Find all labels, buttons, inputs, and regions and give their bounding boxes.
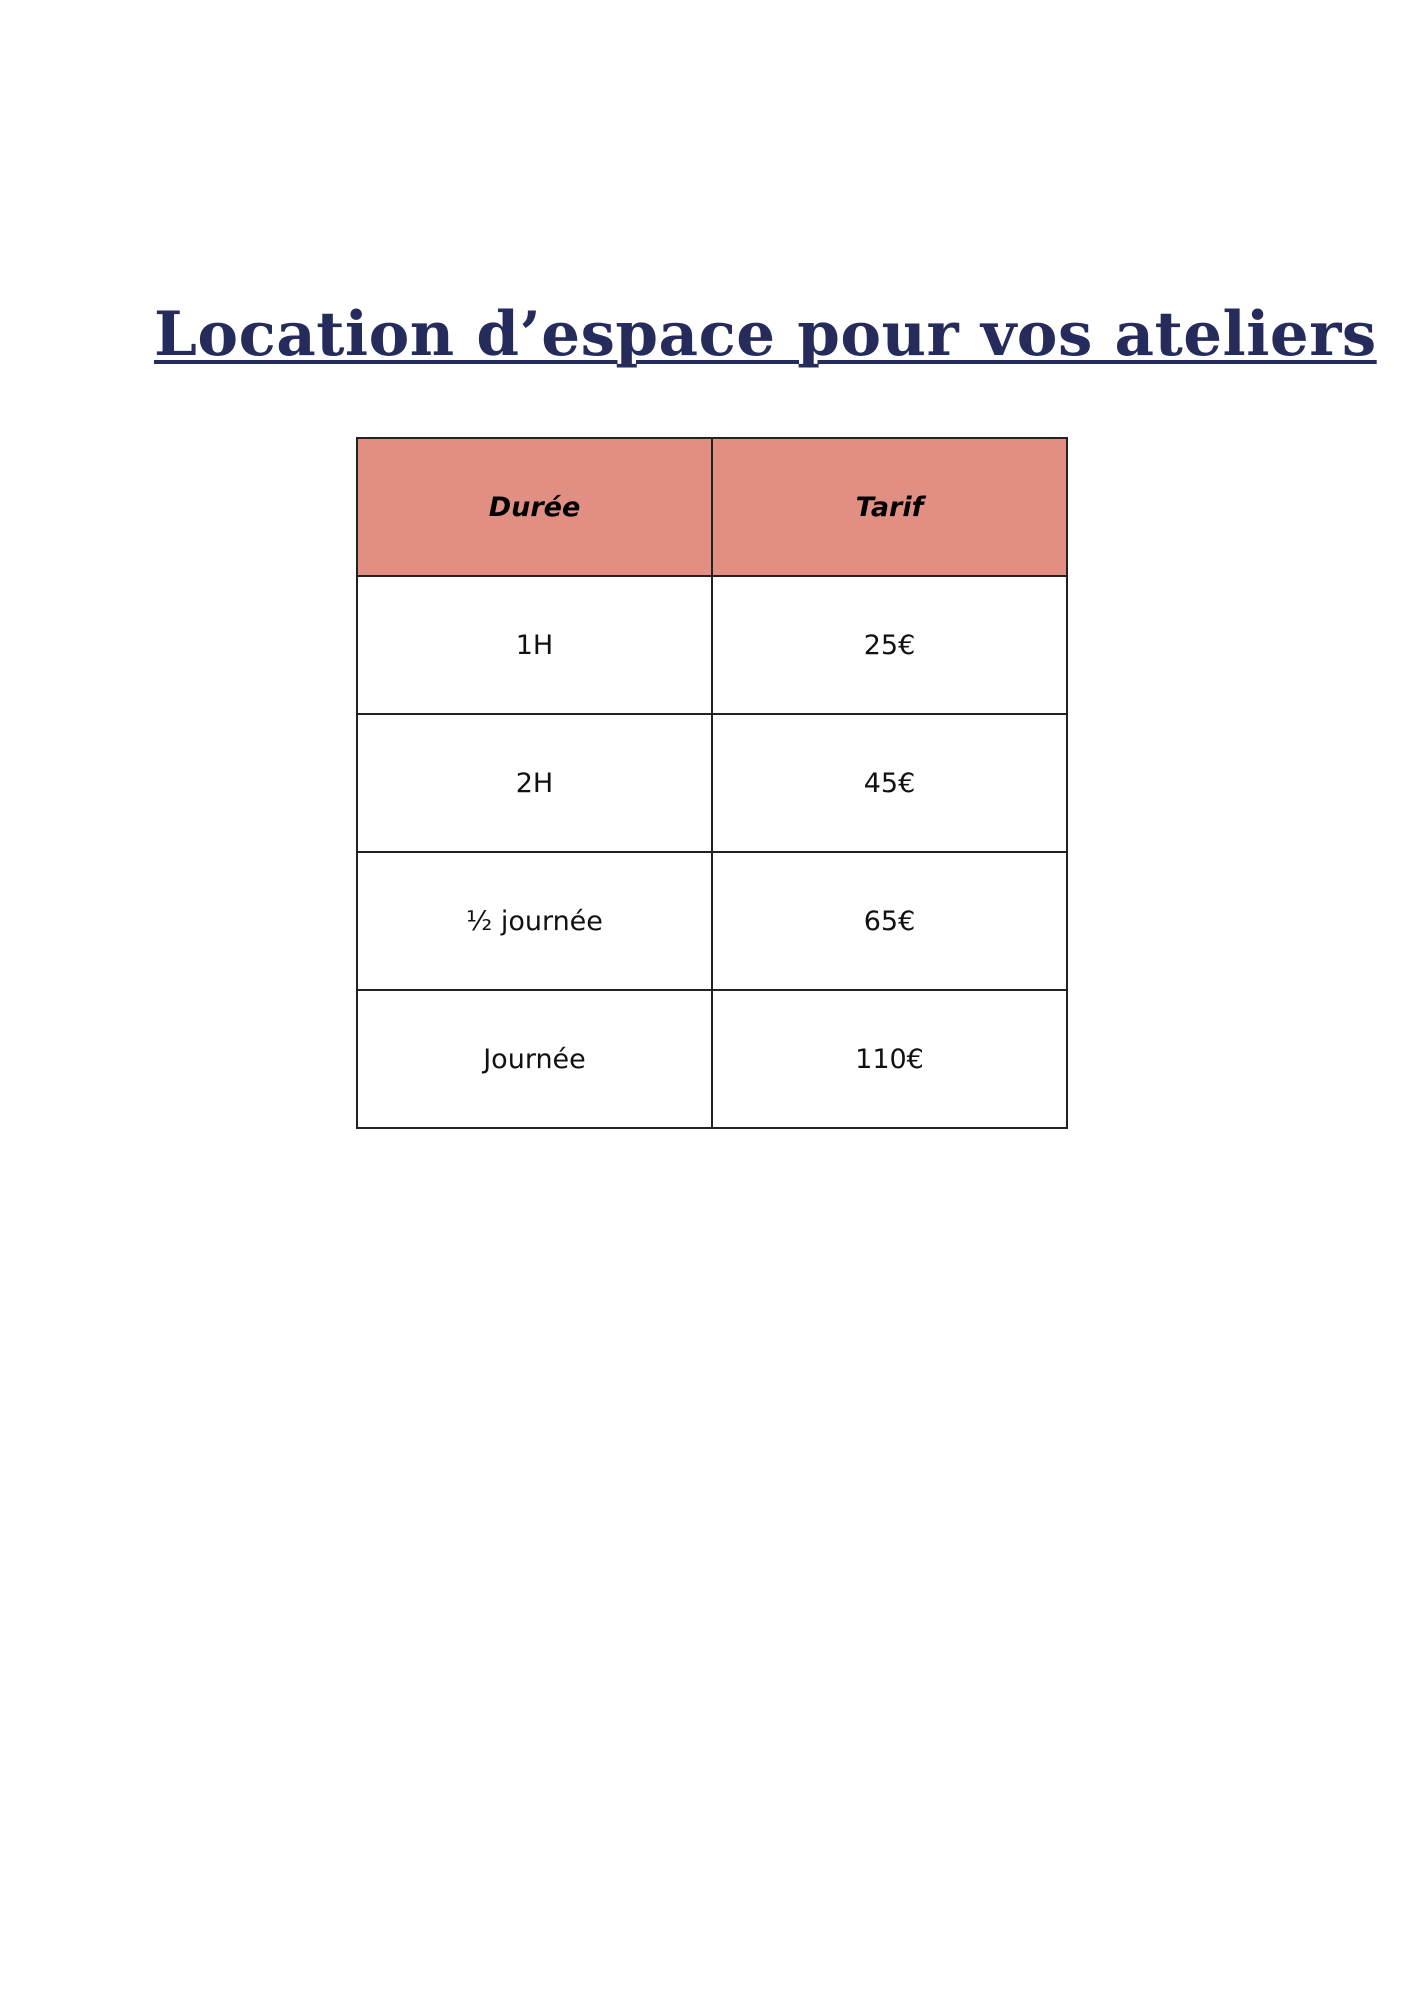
table-row: [357, 852, 1067, 990]
duration-cell: 2H: [357, 714, 712, 852]
header-rate: Tarif: [712, 438, 1067, 576]
duration-cell: 1H: [357, 576, 712, 714]
table-row: [357, 714, 1067, 852]
duration-cell: Journée: [357, 990, 712, 1128]
rate-cell: 65€: [712, 852, 1067, 990]
rate-cell: 110€: [712, 990, 1067, 1128]
table-row: [357, 576, 1067, 714]
header-duration: Durée: [357, 438, 712, 576]
duration-cell: ½ journée: [357, 852, 712, 990]
rate-cell: 25€: [712, 576, 1067, 714]
rate-cell: 45€: [712, 714, 1067, 852]
page-title: Location d’espace pour vos ateliers: [154, 299, 1377, 370]
table-row: [357, 990, 1067, 1128]
pricing-table: [356, 437, 1068, 1129]
table-header-row: [357, 438, 1067, 576]
